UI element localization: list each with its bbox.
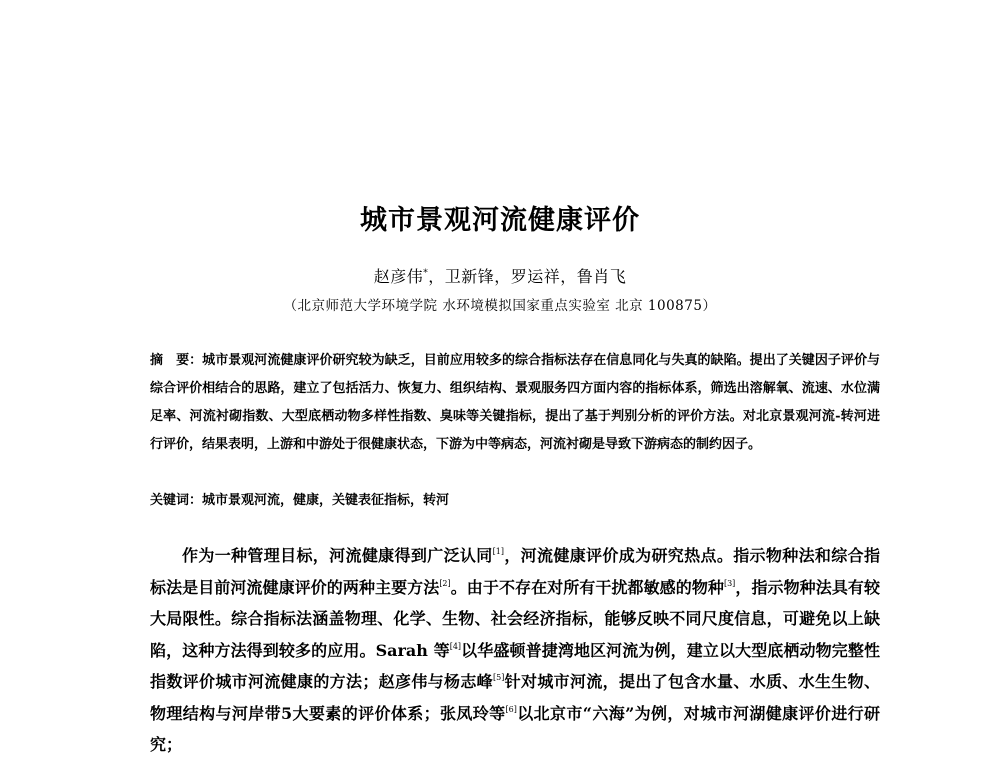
- citation: [4]: [449, 641, 462, 651]
- citation: [2]: [439, 578, 451, 588]
- citation: [1]: [492, 547, 504, 556]
- paragraph: [150, 540, 880, 761]
- text-run: ，河流健康评价成为研究热点。指示物种法和综合指标法是目前河流健康评价的两种主要方法: [150, 546, 880, 597]
- author-list: [0, 264, 1000, 287]
- text-run: 作为一种管理目标，河流健康得到广泛认同: [182, 546, 493, 565]
- citation: [3]: [723, 578, 736, 588]
- citation: [6]: [505, 704, 517, 714]
- keywords-text: 城市景观河流，健康，关键表征指标，转河: [202, 493, 450, 508]
- first-author: 赵彦伟: [373, 267, 424, 286]
- abstract-label: 摘 要：: [150, 353, 203, 368]
- keywords-label: 关键词：: [150, 493, 203, 508]
- text-run: 以华盛顿普捷湾地区河流为例，建立以大型底栖动物完整性指数评价城市河流健康的方法；赵彦伟与杨志峰: [150, 640, 880, 691]
- affiliation: （北京师范大学环境学院 水环境模拟国家重点实验室 北京 100875）: [283, 298, 717, 314]
- text-run: 。由于不存在对所有干扰都敏感的物种: [450, 577, 724, 597]
- other-authors: ，卫新锋，罗运祥，鲁肖飞: [428, 267, 627, 286]
- keywords: [150, 487, 880, 515]
- text-run: ，指示物种法具有较大局限性。综合指标法涵盖物理、化学、生物、社会经济指标，能够反映不同尺度信息，可避免以上缺陷，这种方法得到较多的应用。Sarah 等: [150, 577, 880, 660]
- text-run: 针对城市河流，提出了包含水量、水质、水生生物、物理结构与河岸带5大要素的评价体系；张凤玲等: [150, 672, 880, 723]
- corresponding-mark: *: [423, 268, 429, 279]
- paper-title: 城市景观河流健康评价: [360, 205, 640, 236]
- text-run: 以北京市“六海”为例，对城市河湖健康评价进行研究；: [150, 703, 880, 754]
- abstract: [150, 347, 880, 459]
- body-text: [150, 540, 880, 761]
- abstract-text: 城市景观河流健康评价研究较为缺乏，目前应用较多的综合指标法存在信息同化与失真的缺陷。提出了关键因子评价与综合评价相结合的思路，建立了包括活力、恢复力、组织结构、景观服务四方面内容的指标体系，筛选出溶解氧、流速、水位满足率、河流衬砌指数、大型底栖动物多样性指数、臭味等关键指标，提出了基于判别分析的评价方法。对北京景观河流-转河进行评价，结果表明，上游和中游处于很健康状态，下游为中等病态，河流衬砌是导致下游病态的制约因子。: [150, 353, 880, 452]
- citation: [5]: [492, 673, 505, 682]
